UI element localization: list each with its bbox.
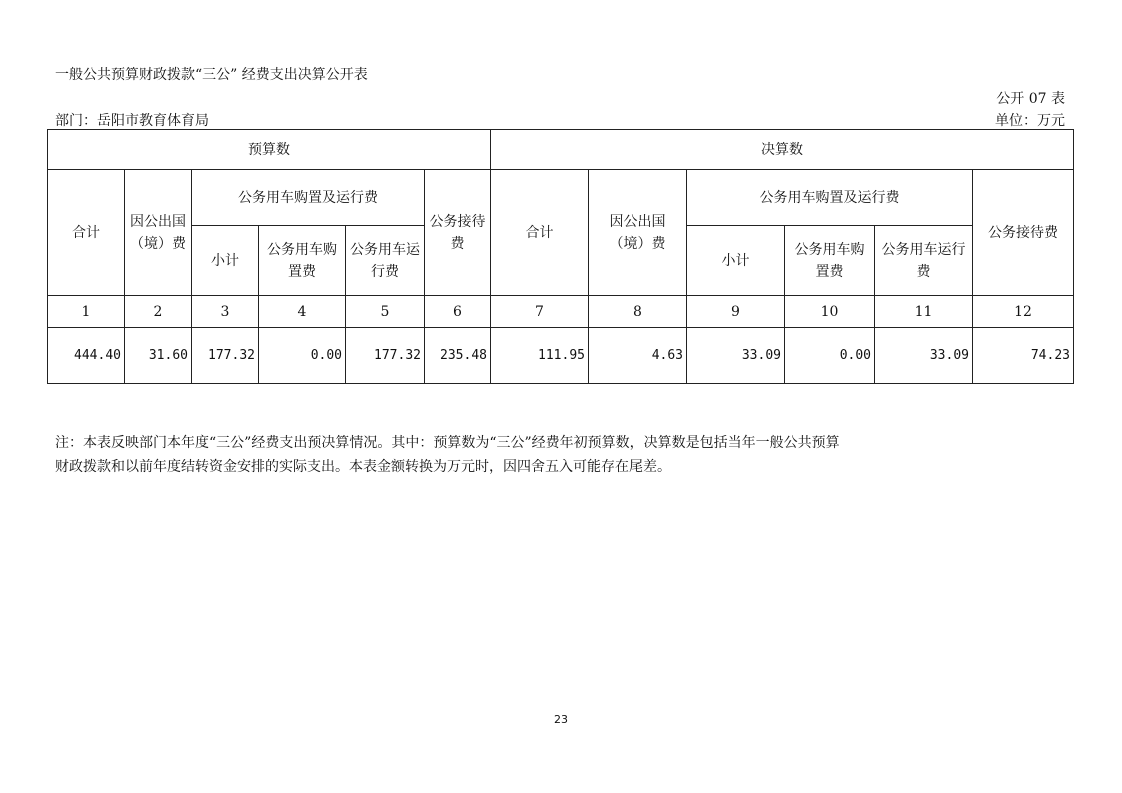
page-title: 一般公共预算财政拨款“三公” 经费支出决算公开表 <box>55 67 368 83</box>
value-cell: 235.48 <box>425 328 491 384</box>
col-header-vehicle-purchase: 公务用车购置费 <box>785 226 875 296</box>
value-cell: 4.63 <box>589 328 687 384</box>
table-row <box>48 328 1074 384</box>
column-number: 4 <box>259 296 346 328</box>
page-number: 23 <box>554 713 568 726</box>
form-number: 公开 07 表 <box>996 91 1065 107</box>
footnote-line: 注：本表反映部门本年度“三公”经费支出预决算情况。其中：预算数为“三公”经费年初预算数，决算数是包括当年一般公共预算 <box>55 435 840 451</box>
col-header-abroad: 因公出国（境）费 <box>589 170 687 296</box>
col-header-vehicle-operation: 公务用车运行费 <box>346 226 425 296</box>
value-cell: 0.00 <box>785 328 875 384</box>
column-number: 11 <box>875 296 973 328</box>
column-number: 1 <box>48 296 125 328</box>
column-number: 6 <box>425 296 491 328</box>
column-number: 8 <box>589 296 687 328</box>
col-header-vehicle-operation: 公务用车运行费 <box>875 226 973 296</box>
value-cell: 177.32 <box>192 328 259 384</box>
col-header-total: 合计 <box>491 170 589 296</box>
col-header-vehicle-group: 公务用车购置及运行费 <box>687 170 973 226</box>
col-header-reception: 公务接待费 <box>973 170 1074 296</box>
column-number: 7 <box>491 296 589 328</box>
column-number-row <box>48 296 1074 328</box>
value-cell: 444.40 <box>48 328 125 384</box>
col-header-total: 合计 <box>48 170 125 296</box>
col-header-abroad: 因公出国（境）费 <box>125 170 192 296</box>
col-header-vehicle-purchase: 公务用车购置费 <box>259 226 346 296</box>
value-cell: 0.00 <box>259 328 346 384</box>
value-cell: 33.09 <box>875 328 973 384</box>
value-cell: 177.32 <box>346 328 425 384</box>
department-label: 部门：岳阳市教育体育局 <box>55 113 209 129</box>
expenditure-table <box>47 129 1074 384</box>
col-header-subtotal: 小计 <box>687 226 785 296</box>
column-number: 10 <box>785 296 875 328</box>
group-header-final: 决算数 <box>491 130 1074 170</box>
column-number: 2 <box>125 296 192 328</box>
column-number: 5 <box>346 296 425 328</box>
unit-label: 单位：万元 <box>995 113 1065 129</box>
group-header-budget: 预算数 <box>48 130 491 170</box>
col-header-reception: 公务接待费 <box>425 170 491 296</box>
col-header-vehicle-group: 公务用车购置及运行费 <box>192 170 425 226</box>
value-cell: 74.23 <box>973 328 1074 384</box>
value-cell: 33.09 <box>687 328 785 384</box>
footnote <box>55 431 840 479</box>
footnote-line: 财政拨款和以前年度结转资金安排的实际支出。本表金额转换为万元时，因四舍五入可能存在尾差。 <box>55 459 671 475</box>
value-cell: 111.95 <box>491 328 589 384</box>
value-cell: 31.60 <box>125 328 192 384</box>
column-number: 12 <box>973 296 1074 328</box>
column-number: 9 <box>687 296 785 328</box>
col-header-subtotal: 小计 <box>192 226 259 296</box>
column-number: 3 <box>192 296 259 328</box>
